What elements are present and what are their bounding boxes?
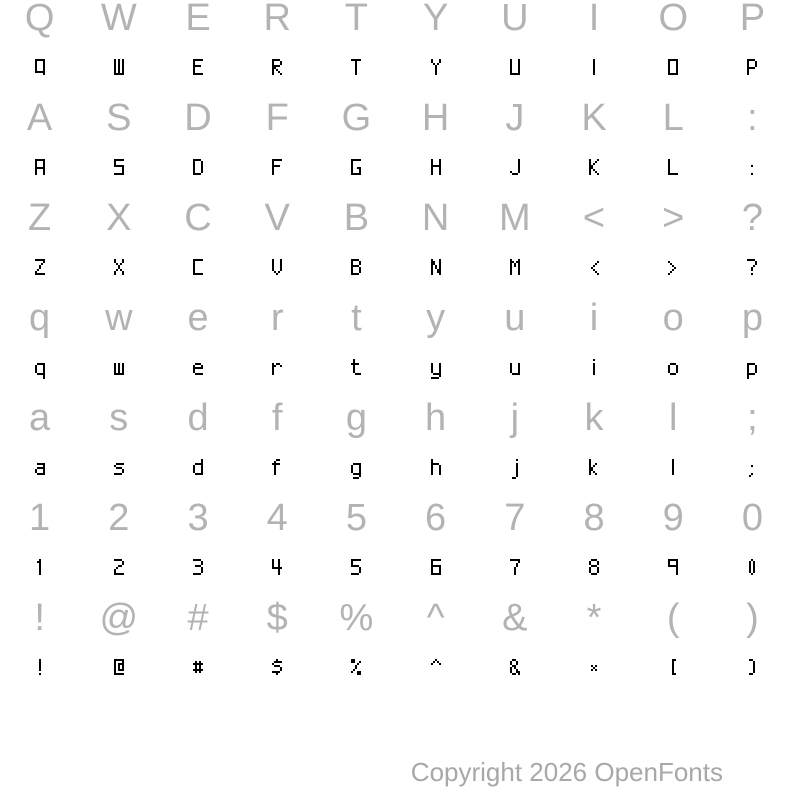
pixel-glyph <box>0 259 79 279</box>
pixel-glyph-svg <box>589 559 599 579</box>
pixel-glyph <box>79 359 158 379</box>
pixel-glyph-svg <box>668 59 678 79</box>
pixel-glyph-svg <box>114 59 124 79</box>
gray-glyph: 9 <box>662 496 684 539</box>
pixel-symbols-row <box>0 659 792 679</box>
pixel-glyph-svg <box>35 659 45 679</box>
gray-glyph: R <box>263 0 291 39</box>
pixel-glyph <box>317 659 396 679</box>
gray-glyph: j <box>510 396 520 439</box>
pixel-glyph-svg <box>351 159 361 179</box>
gray-glyph: e <box>187 296 209 339</box>
pixel-glyph <box>317 459 396 479</box>
pixel-glyph <box>317 359 396 379</box>
gray-glyph: L <box>662 96 684 139</box>
gray-glyph: l <box>669 396 678 439</box>
gray-glyph: E <box>185 0 211 39</box>
gray-glyph: O <box>658 0 688 39</box>
gray-glyph: I <box>588 0 600 39</box>
pixel-glyph <box>317 159 396 179</box>
gray-lowercase-qwerty-row <box>0 295 792 341</box>
pixel-glyph-svg <box>193 459 203 479</box>
gray-glyph: o <box>662 296 684 339</box>
pixel-glyph-svg <box>589 59 599 79</box>
pixel-glyph <box>554 259 633 279</box>
pixel-digits-row <box>0 559 792 579</box>
gray-uppercase-zxcv-row <box>0 195 792 241</box>
pixel-glyph <box>634 459 713 479</box>
pixel-glyph <box>0 559 79 579</box>
pixel-glyph <box>396 559 475 579</box>
gray-glyph: $ <box>266 596 288 639</box>
pixel-glyph <box>396 59 475 79</box>
gray-glyph: i <box>589 296 599 339</box>
gray-glyph: V <box>264 196 290 239</box>
pixel-glyph <box>396 459 475 479</box>
pixel-glyph-svg <box>193 59 203 79</box>
pixel-glyph <box>554 359 633 379</box>
pixel-glyph <box>238 559 317 579</box>
pixel-glyph-svg <box>272 659 282 679</box>
gray-glyph: r <box>270 296 284 339</box>
pixel-glyph-svg <box>351 59 361 79</box>
pixel-glyph <box>238 359 317 379</box>
gray-glyph: y <box>426 296 446 339</box>
pixel-glyph <box>158 659 237 679</box>
gray-glyph: : <box>747 96 758 139</box>
pixel-glyph <box>713 259 792 279</box>
pixel-glyph-svg <box>193 359 203 379</box>
gray-glyph: Y <box>422 0 449 39</box>
pixel-glyph-svg <box>510 459 520 479</box>
gray-digits-row <box>0 495 792 541</box>
pixel-glyph-svg <box>431 459 441 479</box>
pixel-glyph <box>475 259 554 279</box>
pixel-glyph-svg <box>668 659 678 679</box>
pixel-glyph <box>79 59 158 79</box>
gray-glyph: Z <box>27 196 52 239</box>
gray-glyph: a <box>29 396 51 439</box>
pixel-glyph-svg <box>272 259 282 279</box>
pixel-glyph <box>475 159 554 179</box>
gray-glyph: 1 <box>29 496 51 539</box>
pixel-glyph <box>158 359 237 379</box>
pixel-glyph <box>475 59 554 79</box>
pixel-glyph-svg <box>431 559 441 579</box>
pixel-glyph <box>158 59 237 79</box>
pixel-glyph-svg <box>431 159 441 179</box>
pixel-glyph-svg <box>510 159 520 179</box>
pixel-glyph <box>634 59 713 79</box>
pixel-glyph <box>475 359 554 379</box>
pixel-glyph <box>554 559 633 579</box>
pixel-glyph-svg <box>35 359 45 379</box>
pixel-glyph-svg <box>114 259 124 279</box>
pixel-glyph <box>554 159 633 179</box>
gray-glyph: J <box>505 96 525 139</box>
gray-glyph: % <box>339 596 374 639</box>
gray-glyph: h <box>425 396 447 439</box>
gray-glyph: N <box>421 196 450 239</box>
gray-glyph: ^ <box>426 596 445 639</box>
pixel-glyph-svg <box>510 559 520 579</box>
pixel-glyph <box>158 259 237 279</box>
gray-glyph: q <box>29 296 51 339</box>
pixel-glyph <box>79 259 158 279</box>
pixel-glyph-svg <box>193 559 203 579</box>
pixel-glyph-svg <box>668 159 678 179</box>
pixel-glyph <box>158 159 237 179</box>
pixel-glyph-svg <box>35 159 45 179</box>
pixel-glyph <box>396 259 475 279</box>
pixel-glyph <box>158 559 237 579</box>
pixel-glyph <box>238 459 317 479</box>
pixel-uppercase-asdf-row <box>0 159 792 179</box>
pixel-glyph-svg <box>510 359 520 379</box>
pixel-glyph-svg <box>668 359 678 379</box>
gray-glyph: 3 <box>187 496 209 539</box>
pixel-glyph-svg <box>747 359 757 379</box>
pixel-glyph-svg <box>272 159 282 179</box>
gray-glyph: s <box>109 396 129 439</box>
pixel-glyph <box>317 59 396 79</box>
pixel-glyph <box>475 459 554 479</box>
pixel-glyph-svg <box>35 259 45 279</box>
pixel-glyph <box>713 459 792 479</box>
pixel-glyph <box>713 59 792 79</box>
gray-glyph: C <box>184 196 212 239</box>
pixel-glyph <box>634 159 713 179</box>
pixel-glyph-svg <box>114 659 124 679</box>
gray-glyph: * <box>586 596 602 639</box>
gray-glyph: ) <box>746 596 759 639</box>
pixel-glyph-svg <box>431 59 441 79</box>
pixel-glyph-svg <box>193 659 203 679</box>
gray-glyph: 4 <box>266 496 288 539</box>
pixel-glyph <box>634 659 713 679</box>
pixel-glyph-svg <box>668 459 678 479</box>
pixel-glyph-svg <box>114 459 124 479</box>
pixel-glyph <box>317 559 396 579</box>
gray-uppercase-qwerty-row <box>0 0 792 41</box>
pixel-glyph-svg <box>510 659 520 679</box>
gray-glyph: ! <box>34 596 45 639</box>
pixel-glyph-svg <box>747 559 757 579</box>
gray-glyph: u <box>504 296 526 339</box>
gray-glyph: < <box>582 196 606 239</box>
pixel-lowercase-qwerty-row <box>0 359 792 379</box>
pixel-glyph-svg <box>272 459 282 479</box>
pixel-glyph <box>79 559 158 579</box>
gray-glyph: 6 <box>425 496 447 539</box>
gray-glyph: K <box>581 96 607 139</box>
pixel-glyph <box>238 259 317 279</box>
gray-glyph: 5 <box>345 496 367 539</box>
pixel-glyph <box>634 359 713 379</box>
gray-glyph: P <box>739 0 766 39</box>
gray-glyph: Q <box>24 0 55 39</box>
pixel-glyph <box>634 559 713 579</box>
gray-glyph: 8 <box>583 496 605 539</box>
pixel-glyph-svg <box>114 559 124 579</box>
gray-glyph: 0 <box>741 496 763 539</box>
pixel-glyph <box>396 659 475 679</box>
pixel-glyph-svg <box>351 459 361 479</box>
gray-glyph: T <box>344 0 369 39</box>
pixel-glyph <box>0 359 79 379</box>
pixel-glyph <box>238 59 317 79</box>
pixel-glyph-svg <box>431 259 441 279</box>
gray-glyph: F <box>265 96 289 139</box>
pixel-glyph <box>475 659 554 679</box>
pixel-glyph <box>713 159 792 179</box>
pixel-glyph <box>713 359 792 379</box>
pixel-glyph <box>317 259 396 279</box>
pixel-glyph-svg <box>747 259 757 279</box>
gray-glyph: H <box>421 96 450 139</box>
gray-glyph: B <box>343 196 370 239</box>
pixel-glyph-svg <box>272 359 282 379</box>
gray-glyph: @ <box>99 596 139 639</box>
pixel-glyph-svg <box>35 59 45 79</box>
pixel-glyph <box>554 459 633 479</box>
gray-lowercase-asdf-row <box>0 395 792 441</box>
pixel-uppercase-zxcv-row <box>0 259 792 279</box>
pixel-glyph <box>475 559 554 579</box>
pixel-glyph <box>238 159 317 179</box>
gray-glyph: g <box>345 396 367 439</box>
pixel-glyph-svg <box>747 159 757 179</box>
pixel-glyph-svg <box>510 59 520 79</box>
gray-glyph: M <box>498 196 531 239</box>
pixel-glyph <box>713 559 792 579</box>
gray-glyph: A <box>26 96 53 139</box>
pixel-glyph <box>0 59 79 79</box>
pixel-glyph <box>396 159 475 179</box>
pixel-glyph <box>554 659 633 679</box>
gray-glyph: p <box>741 296 763 339</box>
gray-symbols-row <box>0 595 792 641</box>
pixel-glyph <box>79 459 158 479</box>
pixel-glyph-svg <box>114 159 124 179</box>
pixel-glyph-svg <box>193 259 203 279</box>
pixel-glyph-svg <box>272 559 282 579</box>
pixel-glyph <box>396 359 475 379</box>
pixel-glyph-svg <box>431 659 441 679</box>
pixel-glyph-svg <box>668 559 678 579</box>
pixel-glyph <box>0 459 79 479</box>
gray-glyph: ( <box>666 596 680 639</box>
gray-glyph: t <box>351 296 362 339</box>
pixel-glyph-svg <box>747 459 757 479</box>
gray-glyph: ; <box>747 396 758 439</box>
pixel-glyph-svg <box>272 59 282 79</box>
pixel-glyph-svg <box>668 259 678 279</box>
pixel-glyph <box>238 659 317 679</box>
pixel-glyph-svg <box>589 659 599 679</box>
pixel-glyph-svg <box>589 259 599 279</box>
pixel-glyph-svg <box>114 359 124 379</box>
gray-glyph: d <box>187 396 209 439</box>
gray-glyph: f <box>271 396 283 439</box>
pixel-glyph-svg <box>351 659 361 679</box>
gray-glyph: S <box>106 96 132 139</box>
pixel-glyph-svg <box>193 159 203 179</box>
pixel-lowercase-asdf-row <box>0 459 792 479</box>
pixel-glyph <box>554 59 633 79</box>
pixel-glyph-svg <box>351 359 361 379</box>
gray-uppercase-asdf-row <box>0 95 792 141</box>
gray-glyph: & <box>502 596 528 639</box>
gray-glyph: ? <box>741 196 763 239</box>
pixel-glyph-svg <box>589 459 599 479</box>
footer-copyright: Copyright 2026 OpenFonts <box>410 757 723 787</box>
pixel-glyph-svg <box>351 559 361 579</box>
pixel-glyph <box>634 259 713 279</box>
gray-glyph: 2 <box>108 496 130 539</box>
pixel-glyph-svg <box>747 59 757 79</box>
pixel-glyph-svg <box>431 359 441 379</box>
gray-glyph: 7 <box>504 496 526 539</box>
gray-glyph: k <box>584 396 604 439</box>
gray-glyph: D <box>184 96 212 139</box>
pixel-glyph-svg <box>35 459 45 479</box>
pixel-glyph-svg <box>351 259 361 279</box>
pixel-glyph <box>79 159 158 179</box>
pixel-glyph <box>0 659 79 679</box>
gray-glyph: U <box>501 0 529 39</box>
pixel-glyph-svg <box>589 159 599 179</box>
pixel-glyph-svg <box>510 259 520 279</box>
gray-glyph: > <box>662 196 685 239</box>
pixel-uppercase-qwerty-row <box>0 59 792 79</box>
pixel-glyph <box>158 459 237 479</box>
pixel-glyph-svg <box>747 659 757 679</box>
pixel-glyph <box>79 659 158 679</box>
gray-glyph: W <box>100 0 137 39</box>
pixel-glyph-svg <box>589 359 599 379</box>
gray-glyph: G <box>341 96 372 139</box>
gray-glyph: w <box>105 296 133 339</box>
pixel-glyph-svg <box>35 559 45 579</box>
gray-glyph: # <box>187 596 209 639</box>
pixel-glyph <box>0 159 79 179</box>
pixel-glyph <box>713 659 792 679</box>
gray-glyph: X <box>106 196 132 239</box>
